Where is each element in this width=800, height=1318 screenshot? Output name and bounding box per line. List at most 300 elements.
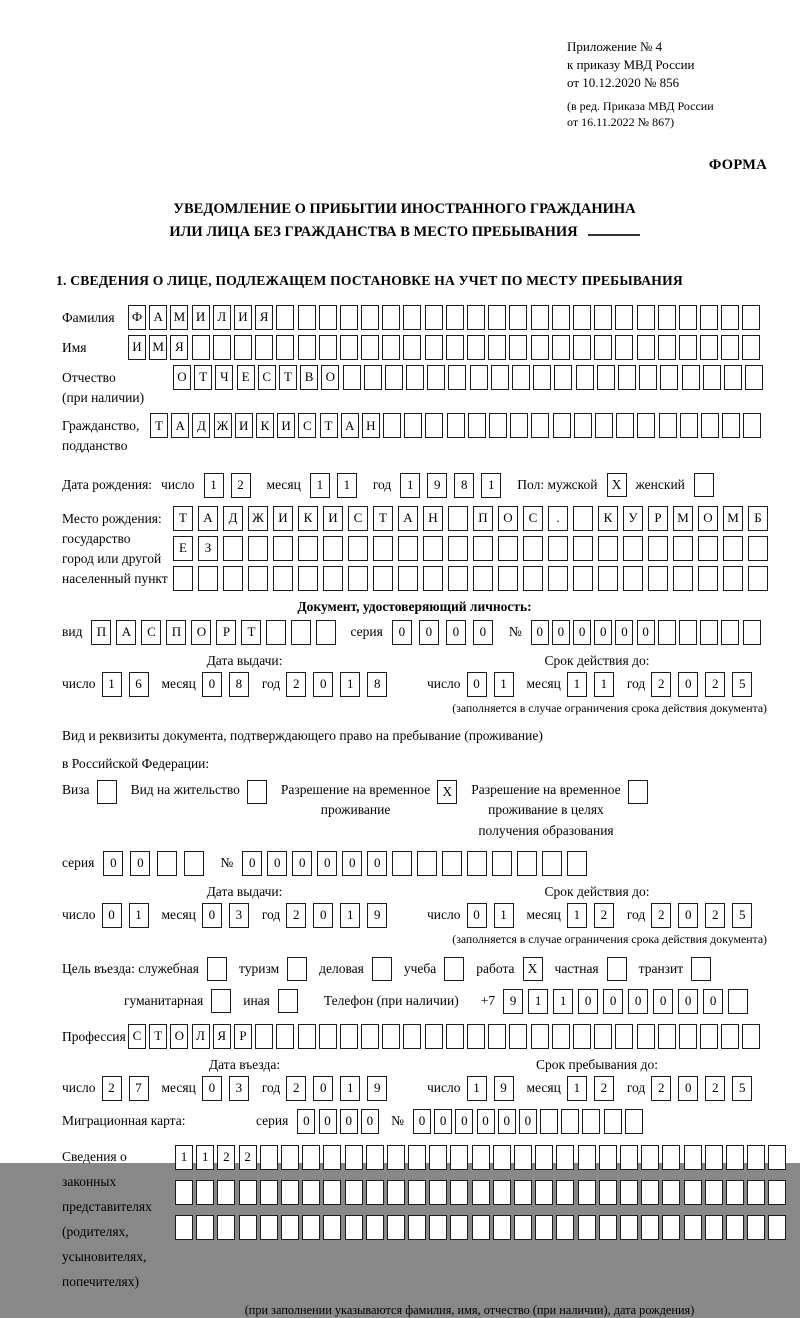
char-cell[interactable]: 9 <box>367 903 387 928</box>
char-cell[interactable] <box>748 566 768 591</box>
char-cell[interactable] <box>323 536 343 561</box>
char-cell[interactable] <box>679 1024 697 1049</box>
char-cell[interactable]: М <box>723 506 743 531</box>
char-cell[interactable]: Л <box>192 1024 210 1049</box>
char-cell[interactable] <box>392 851 412 876</box>
char-cell[interactable] <box>576 365 594 390</box>
char-cell[interactable] <box>467 305 485 330</box>
char-cell[interactable] <box>385 365 403 390</box>
char-cell[interactable] <box>425 413 443 438</box>
char-cell[interactable] <box>705 1145 723 1170</box>
char-cell[interactable] <box>662 1180 680 1205</box>
char-cell[interactable] <box>387 1215 405 1240</box>
char-cell[interactable]: О <box>498 506 518 531</box>
char-cell[interactable]: Б <box>748 506 768 531</box>
char-cell[interactable]: М <box>170 305 188 330</box>
char-cell[interactable]: И <box>192 305 210 330</box>
char-cell[interactable] <box>641 1215 659 1240</box>
char-cell[interactable] <box>615 1024 633 1049</box>
char-cell[interactable] <box>173 566 193 591</box>
char-cell[interactable] <box>255 335 273 360</box>
char-cell[interactable] <box>660 365 678 390</box>
char-cell[interactable] <box>615 305 633 330</box>
char-cell[interactable] <box>361 305 379 330</box>
char-cell[interactable] <box>302 1180 320 1205</box>
char-cell[interactable]: И <box>234 305 252 330</box>
char-cell[interactable] <box>673 566 693 591</box>
residence-permit-checkbox[interactable] <box>247 780 267 804</box>
char-cell[interactable] <box>382 305 400 330</box>
char-cell[interactable] <box>553 413 571 438</box>
char-cell[interactable]: 0 <box>678 989 698 1014</box>
char-cell[interactable]: Т <box>194 365 212 390</box>
char-cell[interactable]: 5 <box>732 1076 752 1101</box>
char-cell[interactable] <box>747 1180 765 1205</box>
char-cell[interactable]: 0 <box>130 851 150 876</box>
purpose-study-checkbox[interactable] <box>444 957 464 981</box>
char-cell[interactable] <box>260 1215 278 1240</box>
char-cell[interactable]: 1 <box>204 473 224 498</box>
char-cell[interactable] <box>450 1215 468 1240</box>
char-cell[interactable] <box>492 851 512 876</box>
char-cell[interactable]: З <box>198 536 218 561</box>
char-cell[interactable] <box>493 1180 511 1205</box>
char-cell[interactable]: А <box>198 506 218 531</box>
char-cell[interactable] <box>582 1109 600 1134</box>
char-cell[interactable] <box>514 1180 532 1205</box>
char-cell[interactable]: 2 <box>651 672 671 697</box>
char-cell[interactable] <box>658 620 676 645</box>
char-cell[interactable]: Т <box>373 506 393 531</box>
char-cell[interactable] <box>175 1215 193 1240</box>
char-cell[interactable]: 0 <box>102 903 122 928</box>
char-cell[interactable]: 0 <box>313 903 333 928</box>
char-cell[interactable] <box>450 1180 468 1205</box>
char-cell[interactable] <box>742 1024 760 1049</box>
char-cell[interactable] <box>556 1215 574 1240</box>
char-cell[interactable]: 0 <box>413 1109 431 1134</box>
char-cell[interactable]: Р <box>216 620 236 645</box>
char-cell[interactable] <box>493 1145 511 1170</box>
char-cell[interactable]: 2 <box>594 903 614 928</box>
char-cell[interactable]: 7 <box>129 1076 149 1101</box>
char-cell[interactable] <box>302 1145 320 1170</box>
char-cell[interactable] <box>425 335 443 360</box>
char-cell[interactable] <box>523 536 543 561</box>
char-cell[interactable]: 1 <box>175 1145 193 1170</box>
purpose-work-checkbox[interactable]: X <box>523 957 543 981</box>
char-cell[interactable] <box>573 1024 591 1049</box>
char-cell[interactable]: 0 <box>267 851 287 876</box>
char-cell[interactable] <box>450 1145 468 1170</box>
char-cell[interactable] <box>298 305 316 330</box>
char-cell[interactable]: Т <box>320 413 338 438</box>
char-cell[interactable] <box>662 1215 680 1240</box>
char-cell[interactable]: 0 <box>573 620 591 645</box>
char-cell[interactable]: П <box>91 620 111 645</box>
char-cell[interactable] <box>573 536 593 561</box>
char-cell[interactable]: 2 <box>239 1145 257 1170</box>
purpose-private-checkbox[interactable] <box>607 957 627 981</box>
char-cell[interactable]: 2 <box>286 903 306 928</box>
char-cell[interactable]: Ж <box>214 413 232 438</box>
char-cell[interactable] <box>578 1145 596 1170</box>
char-cell[interactable] <box>637 1024 655 1049</box>
char-cell[interactable] <box>198 566 218 591</box>
char-cell[interactable]: 2 <box>286 672 306 697</box>
char-cell[interactable] <box>361 1024 379 1049</box>
char-cell[interactable] <box>535 1180 553 1205</box>
char-cell[interactable]: 0 <box>467 903 487 928</box>
char-cell[interactable] <box>594 305 612 330</box>
char-cell[interactable]: О <box>698 506 718 531</box>
char-cell[interactable]: И <box>273 506 293 531</box>
char-cell[interactable]: Я <box>213 1024 231 1049</box>
char-cell[interactable]: Ж <box>248 506 268 531</box>
char-cell[interactable] <box>319 1024 337 1049</box>
char-cell[interactable] <box>373 566 393 591</box>
char-cell[interactable] <box>319 335 337 360</box>
char-cell[interactable] <box>213 335 231 360</box>
char-cell[interactable]: 0 <box>498 1109 516 1134</box>
char-cell[interactable]: 6 <box>129 672 149 697</box>
char-cell[interactable]: 0 <box>615 620 633 645</box>
char-cell[interactable]: 2 <box>705 1076 725 1101</box>
char-cell[interactable]: 0 <box>292 851 312 876</box>
char-cell[interactable] <box>599 1145 617 1170</box>
char-cell[interactable]: 3 <box>229 903 249 928</box>
char-cell[interactable] <box>684 1145 702 1170</box>
char-cell[interactable] <box>723 566 743 591</box>
char-cell[interactable]: 2 <box>705 903 725 928</box>
char-cell[interactable]: 2 <box>651 903 671 928</box>
char-cell[interactable]: О <box>170 1024 188 1049</box>
char-cell[interactable] <box>403 305 421 330</box>
char-cell[interactable]: 0 <box>446 620 466 645</box>
char-cell[interactable] <box>488 305 506 330</box>
char-cell[interactable] <box>552 305 570 330</box>
char-cell[interactable] <box>470 365 488 390</box>
char-cell[interactable] <box>340 1024 358 1049</box>
char-cell[interactable] <box>641 1145 659 1170</box>
char-cell[interactable]: 0 <box>103 851 123 876</box>
char-cell[interactable] <box>373 536 393 561</box>
char-cell[interactable] <box>184 851 204 876</box>
char-cell[interactable]: 1 <box>310 473 330 498</box>
char-cell[interactable] <box>604 1109 622 1134</box>
char-cell[interactable] <box>408 1215 426 1240</box>
char-cell[interactable] <box>473 536 493 561</box>
char-cell[interactable]: 0 <box>531 620 549 645</box>
char-cell[interactable] <box>616 413 634 438</box>
char-cell[interactable] <box>599 1215 617 1240</box>
char-cell[interactable] <box>472 1180 490 1205</box>
char-cell[interactable] <box>680 413 698 438</box>
char-cell[interactable] <box>594 335 612 360</box>
char-cell[interactable] <box>467 851 487 876</box>
char-cell[interactable] <box>721 335 739 360</box>
temp-residence-education-checkbox[interactable] <box>628 780 648 804</box>
char-cell[interactable]: 0 <box>202 672 222 697</box>
char-cell[interactable]: 1 <box>102 672 122 697</box>
char-cell[interactable] <box>509 335 527 360</box>
char-cell[interactable]: 5 <box>732 903 752 928</box>
char-cell[interactable]: 0 <box>703 989 723 1014</box>
purpose-humanitarian-checkbox[interactable] <box>211 989 231 1013</box>
char-cell[interactable] <box>345 1180 363 1205</box>
char-cell[interactable] <box>448 536 468 561</box>
char-cell[interactable] <box>448 566 468 591</box>
char-cell[interactable] <box>698 536 718 561</box>
char-cell[interactable]: 0 <box>317 851 337 876</box>
char-cell[interactable]: С <box>128 1024 146 1049</box>
char-cell[interactable] <box>747 1145 765 1170</box>
char-cell[interactable] <box>387 1145 405 1170</box>
char-cell[interactable]: 2 <box>286 1076 306 1101</box>
char-cell[interactable] <box>403 1024 421 1049</box>
char-cell[interactable] <box>348 536 368 561</box>
char-cell[interactable] <box>648 536 668 561</box>
char-cell[interactable] <box>552 1024 570 1049</box>
char-cell[interactable]: Т <box>150 413 168 438</box>
char-cell[interactable] <box>217 1180 235 1205</box>
char-cell[interactable] <box>684 1180 702 1205</box>
char-cell[interactable] <box>726 1180 744 1205</box>
char-cell[interactable]: 5 <box>732 672 752 697</box>
char-cell[interactable]: О <box>191 620 211 645</box>
char-cell[interactable]: 1 <box>528 989 548 1014</box>
char-cell[interactable] <box>509 305 527 330</box>
char-cell[interactable]: 1 <box>567 672 587 697</box>
char-cell[interactable] <box>366 1180 384 1205</box>
char-cell[interactable] <box>196 1180 214 1205</box>
char-cell[interactable] <box>489 413 507 438</box>
purpose-business-checkbox[interactable] <box>372 957 392 981</box>
char-cell[interactable] <box>447 413 465 438</box>
char-cell[interactable] <box>276 335 294 360</box>
char-cell[interactable] <box>679 335 697 360</box>
char-cell[interactable]: С <box>141 620 161 645</box>
visa-checkbox[interactable] <box>97 780 117 804</box>
char-cell[interactable]: 1 <box>481 473 501 498</box>
char-cell[interactable] <box>408 1180 426 1205</box>
char-cell[interactable] <box>625 1109 643 1134</box>
char-cell[interactable]: О <box>173 365 191 390</box>
char-cell[interactable] <box>768 1215 786 1240</box>
char-cell[interactable] <box>573 335 591 360</box>
char-cell[interactable] <box>567 851 587 876</box>
char-cell[interactable] <box>514 1215 532 1240</box>
char-cell[interactable] <box>637 413 655 438</box>
char-cell[interactable] <box>556 1180 574 1205</box>
char-cell[interactable] <box>679 620 697 645</box>
char-cell[interactable]: И <box>277 413 295 438</box>
char-cell[interactable] <box>468 413 486 438</box>
char-cell[interactable]: 0 <box>467 672 487 697</box>
char-cell[interactable] <box>620 1215 638 1240</box>
char-cell[interactable] <box>446 305 464 330</box>
char-cell[interactable] <box>615 335 633 360</box>
char-cell[interactable] <box>498 536 518 561</box>
char-cell[interactable]: 0 <box>594 620 612 645</box>
char-cell[interactable] <box>157 851 177 876</box>
char-cell[interactable]: 2 <box>705 672 725 697</box>
char-cell[interactable]: 1 <box>129 903 149 928</box>
char-cell[interactable] <box>223 536 243 561</box>
char-cell[interactable] <box>747 1215 765 1240</box>
char-cell[interactable] <box>488 335 506 360</box>
char-cell[interactable] <box>722 413 740 438</box>
char-cell[interactable] <box>700 1024 718 1049</box>
char-cell[interactable] <box>473 566 493 591</box>
char-cell[interactable] <box>281 1180 299 1205</box>
char-cell[interactable]: 1 <box>553 989 573 1014</box>
char-cell[interactable]: 9 <box>427 473 447 498</box>
char-cell[interactable] <box>425 305 443 330</box>
char-cell[interactable] <box>281 1215 299 1240</box>
char-cell[interactable]: Т <box>241 620 261 645</box>
char-cell[interactable]: 1 <box>494 672 514 697</box>
female-checkbox[interactable] <box>694 473 714 497</box>
char-cell[interactable] <box>768 1180 786 1205</box>
char-cell[interactable] <box>679 305 697 330</box>
char-cell[interactable] <box>573 305 591 330</box>
char-cell[interactable] <box>743 620 761 645</box>
char-cell[interactable] <box>323 1145 341 1170</box>
char-cell[interactable]: А <box>116 620 136 645</box>
char-cell[interactable] <box>298 335 316 360</box>
char-cell[interactable] <box>366 1215 384 1240</box>
char-cell[interactable]: У <box>623 506 643 531</box>
char-cell[interactable] <box>323 566 343 591</box>
char-cell[interactable]: 0 <box>434 1109 452 1134</box>
char-cell[interactable]: Р <box>648 506 668 531</box>
char-cell[interactable] <box>406 365 424 390</box>
char-cell[interactable] <box>323 1180 341 1205</box>
char-cell[interactable] <box>382 1024 400 1049</box>
char-cell[interactable] <box>594 1024 612 1049</box>
char-cell[interactable] <box>408 1145 426 1170</box>
char-cell[interactable] <box>598 566 618 591</box>
char-cell[interactable] <box>658 335 676 360</box>
char-cell[interactable] <box>488 1024 506 1049</box>
char-cell[interactable] <box>724 365 742 390</box>
char-cell[interactable] <box>387 1180 405 1205</box>
char-cell[interactable]: Е <box>237 365 255 390</box>
char-cell[interactable] <box>533 365 551 390</box>
char-cell[interactable] <box>599 1180 617 1205</box>
char-cell[interactable] <box>721 620 739 645</box>
char-cell[interactable]: 0 <box>552 620 570 645</box>
char-cell[interactable] <box>248 566 268 591</box>
char-cell[interactable] <box>705 1180 723 1205</box>
char-cell[interactable] <box>343 365 361 390</box>
char-cell[interactable] <box>348 566 368 591</box>
char-cell[interactable]: 0 <box>202 1076 222 1101</box>
char-cell[interactable]: 0 <box>361 1109 379 1134</box>
char-cell[interactable]: А <box>341 413 359 438</box>
char-cell[interactable]: К <box>598 506 618 531</box>
char-cell[interactable]: С <box>348 506 368 531</box>
char-cell[interactable] <box>700 620 718 645</box>
char-cell[interactable] <box>223 566 243 591</box>
char-cell[interactable]: А <box>171 413 189 438</box>
char-cell[interactable]: 0 <box>477 1109 495 1134</box>
char-cell[interactable] <box>298 1024 316 1049</box>
char-cell[interactable]: Н <box>423 506 443 531</box>
char-cell[interactable]: О <box>321 365 339 390</box>
char-cell[interactable] <box>361 335 379 360</box>
char-cell[interactable] <box>398 566 418 591</box>
char-cell[interactable] <box>768 1145 786 1170</box>
char-cell[interactable] <box>637 335 655 360</box>
char-cell[interactable]: 2 <box>651 1076 671 1101</box>
char-cell[interactable] <box>548 536 568 561</box>
char-cell[interactable] <box>658 1024 676 1049</box>
char-cell[interactable] <box>743 413 761 438</box>
char-cell[interactable] <box>517 851 537 876</box>
char-cell[interactable]: Ч <box>215 365 233 390</box>
char-cell[interactable] <box>448 506 468 531</box>
char-cell[interactable] <box>705 1215 723 1240</box>
char-cell[interactable]: Н <box>362 413 380 438</box>
char-cell[interactable] <box>446 335 464 360</box>
char-cell[interactable] <box>425 1024 443 1049</box>
char-cell[interactable] <box>554 365 572 390</box>
char-cell[interactable]: Т <box>279 365 297 390</box>
char-cell[interactable] <box>682 365 700 390</box>
char-cell[interactable]: 0 <box>202 903 222 928</box>
char-cell[interactable]: 8 <box>454 473 474 498</box>
char-cell[interactable]: 0 <box>419 620 439 645</box>
char-cell[interactable] <box>364 365 382 390</box>
char-cell[interactable]: 0 <box>578 989 598 1014</box>
char-cell[interactable]: 0 <box>242 851 262 876</box>
char-cell[interactable] <box>493 1215 511 1240</box>
char-cell[interactable] <box>700 305 718 330</box>
char-cell[interactable]: 0 <box>473 620 493 645</box>
char-cell[interactable] <box>429 1145 447 1170</box>
char-cell[interactable] <box>273 536 293 561</box>
char-cell[interactable]: 1 <box>340 903 360 928</box>
char-cell[interactable] <box>721 305 739 330</box>
char-cell[interactable] <box>723 536 743 561</box>
char-cell[interactable] <box>523 566 543 591</box>
char-cell[interactable]: Р <box>234 1024 252 1049</box>
char-cell[interactable] <box>648 566 668 591</box>
char-cell[interactable]: Т <box>173 506 193 531</box>
char-cell[interactable] <box>742 335 760 360</box>
char-cell[interactable] <box>673 536 693 561</box>
char-cell[interactable] <box>540 1109 558 1134</box>
char-cell[interactable] <box>281 1145 299 1170</box>
char-cell[interactable]: Д <box>223 506 243 531</box>
char-cell[interactable] <box>535 1215 553 1240</box>
char-cell[interactable] <box>498 566 518 591</box>
char-cell[interactable]: 1 <box>337 473 357 498</box>
char-cell[interactable] <box>398 536 418 561</box>
char-cell[interactable]: И <box>323 506 343 531</box>
char-cell[interactable] <box>427 365 445 390</box>
char-cell[interactable]: 0 <box>628 989 648 1014</box>
char-cell[interactable] <box>637 305 655 330</box>
char-cell[interactable] <box>726 1145 744 1170</box>
char-cell[interactable] <box>548 566 568 591</box>
char-cell[interactable] <box>641 1180 659 1205</box>
char-cell[interactable] <box>491 365 509 390</box>
char-cell[interactable] <box>429 1215 447 1240</box>
char-cell[interactable] <box>597 365 615 390</box>
